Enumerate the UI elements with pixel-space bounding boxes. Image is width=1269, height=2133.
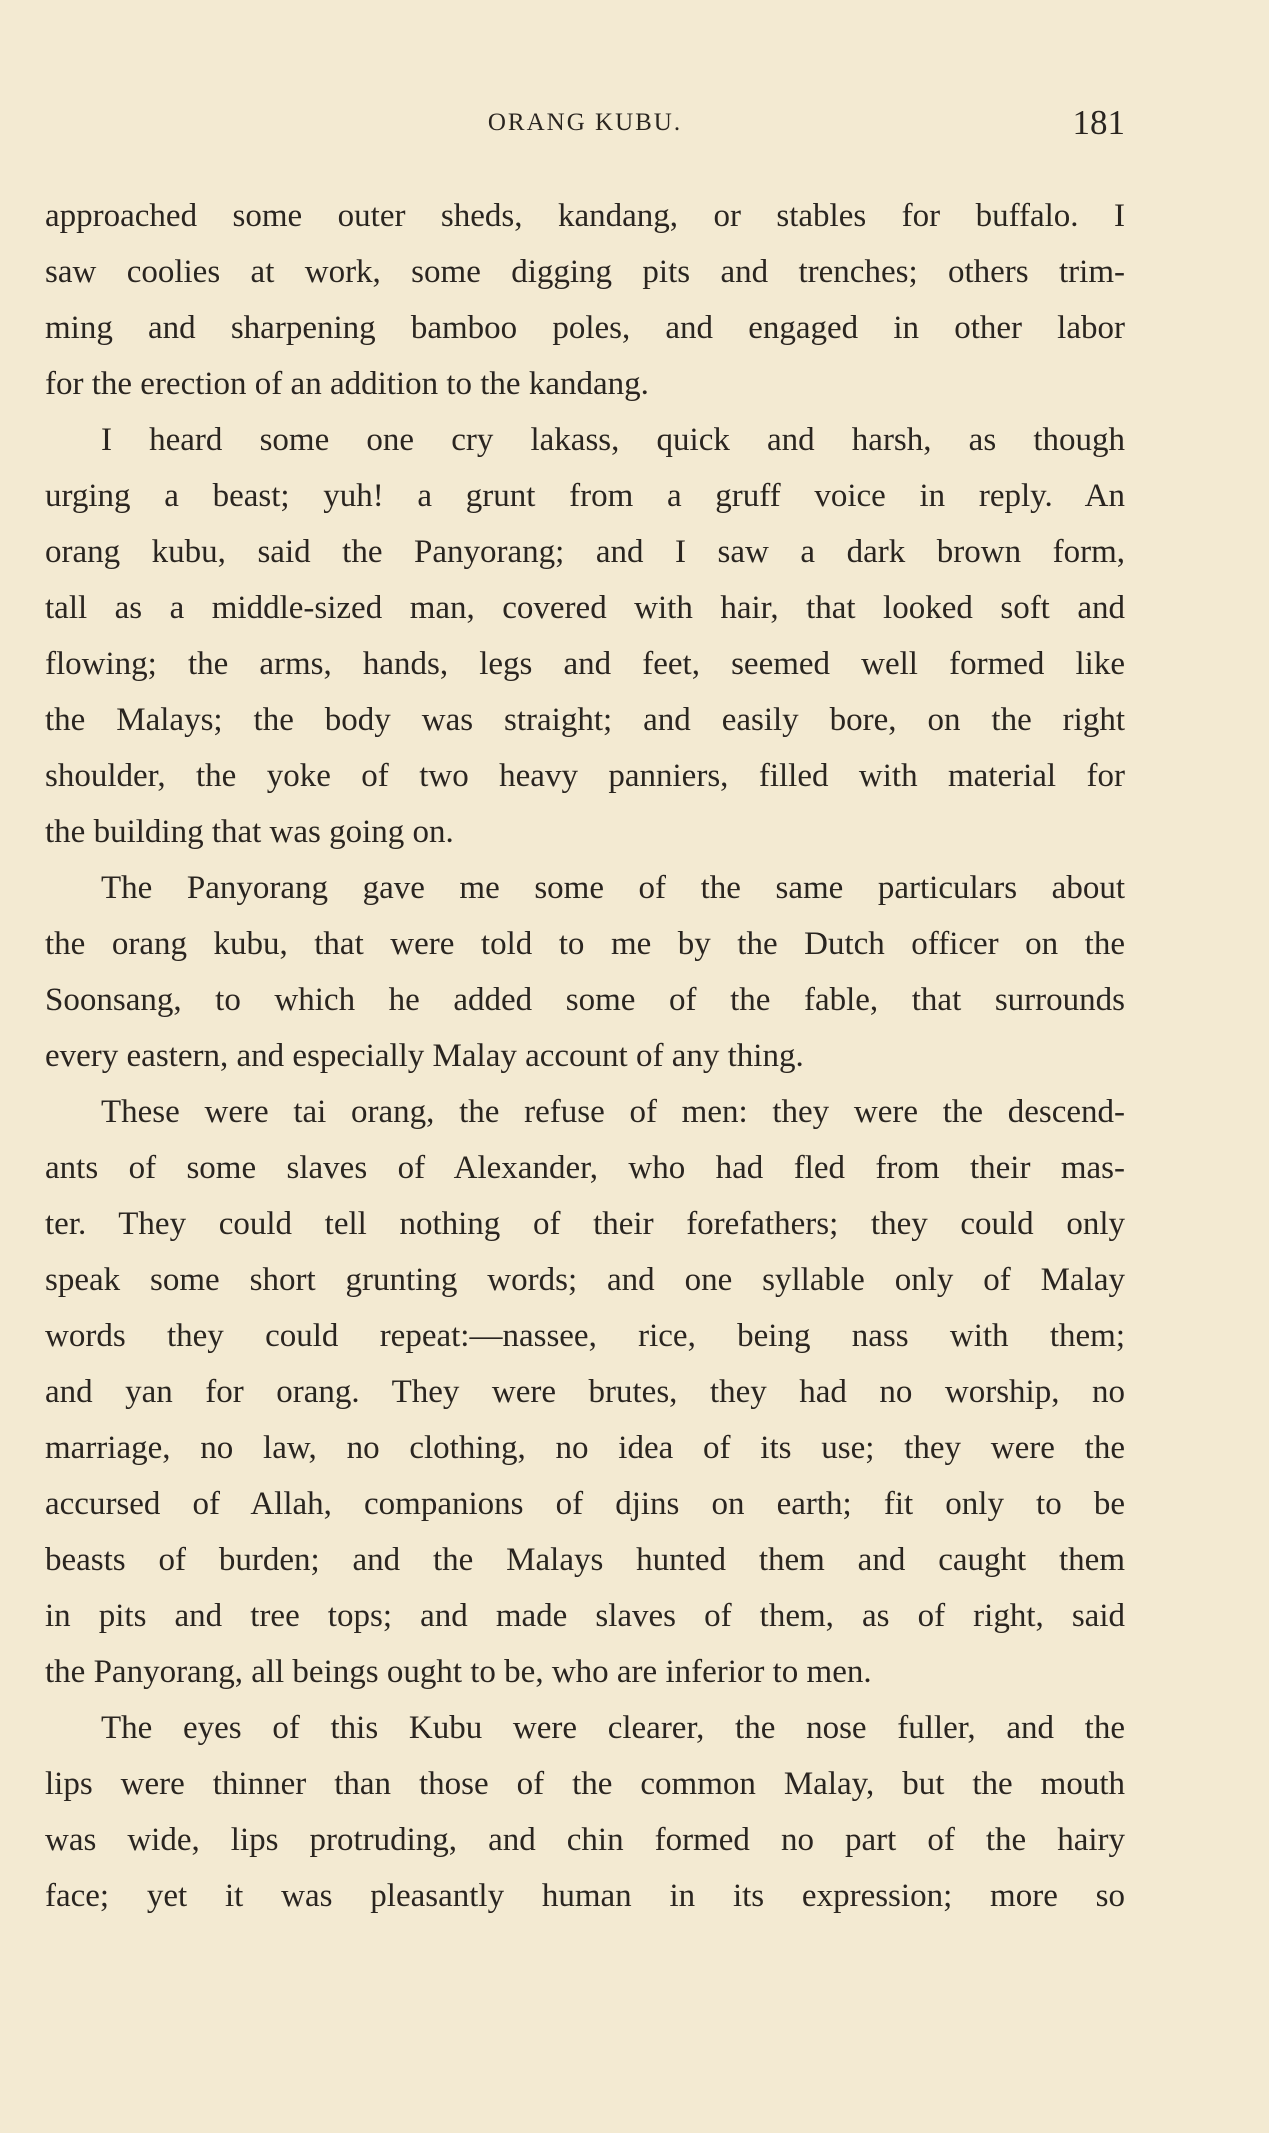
text-line: in pits and tree tops; and made slaves of them, as of right, said [45, 1598, 1125, 1634]
text-line: words they could repeat:—nassee, rice, being nass with them; [45, 1318, 1125, 1354]
paragraph-end-line: the Panyorang, all beings ought to be, who are inferior to men. [45, 1654, 872, 1690]
paragraph-first-line: The eyes of this Kubu were clearer, the nose fuller, and the [101, 1710, 1125, 1746]
text-line: the orang kubu, that were told to me by the Dutch officer on the [45, 926, 1125, 962]
text-line: approached some outer sheds, kandang, or stables for buffalo. I [45, 198, 1125, 234]
paragraph-first-line: These were tai orang, the refuse of men: they were the descend- [101, 1094, 1125, 1130]
paragraph-first-line: I heard some one cry lakass, quick and harsh, as though [101, 422, 1125, 458]
text-line: ter. They could tell nothing of their forefathers; they could only [45, 1206, 1125, 1242]
text-line: orang kubu, said the Panyorang; and I saw a dark brown form, [45, 534, 1125, 570]
text-line: ming and sharpening bamboo poles, and engaged in other labor [45, 310, 1125, 346]
page-header [45, 103, 1125, 153]
page-number: 181 [1072, 103, 1125, 142]
text-line: face; yet it was pleasantly human in its expression; more so [45, 1878, 1125, 1914]
text-line: beasts of burden; and the Malays hunted them and caught them [45, 1542, 1125, 1578]
text-line: tall as a middle-sized man, covered with hair, that looked soft and [45, 590, 1125, 626]
text-line: urging a beast; yuh! a grunt from a gruff voice in reply. An [45, 478, 1125, 514]
text-line: the Malays; the body was straight; and easily bore, on the right [45, 702, 1125, 738]
paragraph-end-line: every eastern, and especially Malay account of any thing. [45, 1038, 804, 1074]
text-line: saw coolies at work, some digging pits and trenches; others trim- [45, 254, 1125, 290]
paragraph-end-line: for the erection of an addition to the kandang. [45, 366, 649, 402]
text-line: was wide, lips protruding, and chin formed no part of the hairy [45, 1822, 1125, 1858]
text-line: accursed of Allah, companions of djins on earth; fit only to be [45, 1486, 1125, 1522]
paragraph-first-line: The Panyorang gave me some of the same particulars about [101, 870, 1125, 906]
body-text [45, 188, 1125, 1924]
text-line: flowing; the arms, hands, legs and feet, seemed well formed like [45, 646, 1125, 682]
text-line: ants of some slaves of Alexander, who had fled from their mas- [45, 1150, 1125, 1186]
running-title: ORANG KUBU. [487, 109, 683, 136]
text-line: lips were thinner than those of the common Malay, but the mouth [45, 1766, 1125, 1802]
text-line: and yan for orang. They were brutes, they had no worship, no [45, 1374, 1125, 1410]
text-line: marriage, no law, no clothing, no idea of its use; they were the [45, 1430, 1125, 1466]
text-line: Soonsang, to which he added some of the fable, that surrounds [45, 982, 1125, 1018]
paragraph-end-line: the building that was going on. [45, 814, 454, 850]
text-line: shoulder, the yoke of two heavy panniers, filled with material for [45, 758, 1125, 794]
text-line: speak some short grunting words; and one syllable only of Malay [45, 1262, 1125, 1298]
